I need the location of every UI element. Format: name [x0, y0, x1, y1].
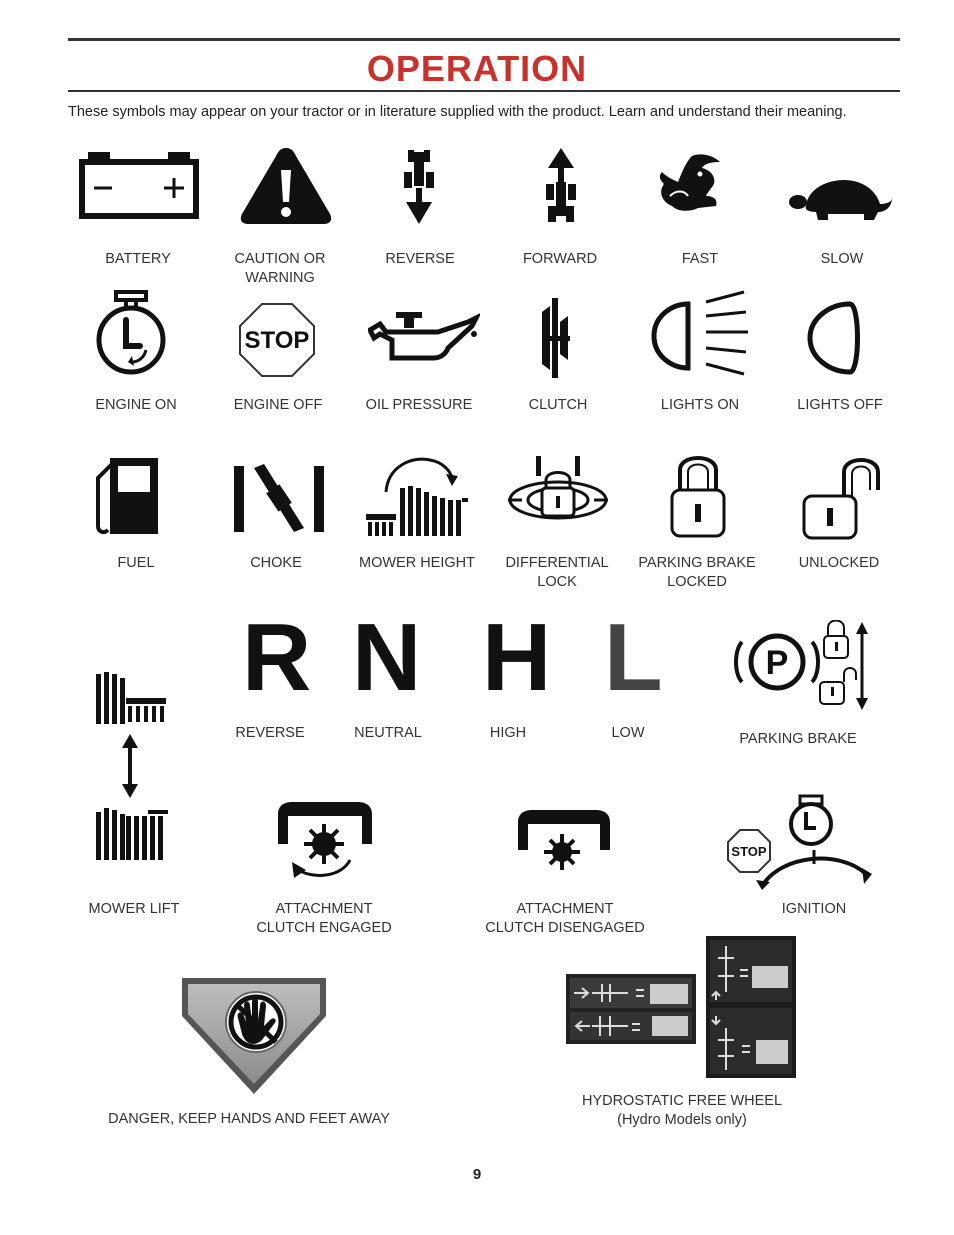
- label-hydro-line1: HYDROSTATIC FREE WHEEL: [581, 1093, 783, 1109]
- top-rule-thick: [68, 38, 900, 41]
- page-number: 9: [472, 1166, 482, 1183]
- label-diff-line1: DIFFERENTIAL: [505, 555, 609, 571]
- label-att-eng-line1: ATTACHMENT: [275, 901, 373, 917]
- gear-high-letter: H: [482, 604, 552, 711]
- mower-lift-icon: [92, 664, 172, 868]
- intro-text: These symbols may appear on your tractor or in literature supplied with the product. Learn and understand their meaning.: [68, 104, 847, 120]
- ignition-icon: [722, 794, 874, 890]
- attachment-clutch-engaged-icon: [274, 800, 378, 884]
- danger-hand-icon: [180, 976, 328, 1096]
- label-clutch: CLUTCH: [528, 397, 588, 413]
- label-gear-high: HIGH: [489, 725, 527, 741]
- label-battery: BATTERY: [105, 251, 171, 267]
- label-ignition: IGNITION: [781, 901, 847, 917]
- lights-off-icon: [806, 300, 864, 376]
- label-caution: [220, 250, 340, 288]
- reverse-icon: [398, 148, 440, 226]
- label-lights-on: LIGHTS ON: [660, 397, 740, 413]
- parking-brake-icon: [732, 620, 876, 712]
- label-mower-height: MOWER HEIGHT: [359, 555, 475, 571]
- engine-on-icon: [86, 290, 176, 376]
- label-hydrostatic: [560, 1092, 804, 1130]
- label-reverse: REVERSE: [385, 251, 455, 267]
- label-att-dis-line2: CLUTCH DISENGAGED: [485, 920, 645, 936]
- label-gear-reverse: REVERSE: [235, 725, 305, 741]
- label-engine-off: ENGINE OFF: [233, 397, 323, 413]
- label-attachment-clutch-engaged: [242, 900, 406, 938]
- attachment-clutch-disengaged-icon: [514, 808, 614, 872]
- engine-off-stop-text: STOP: [244, 327, 310, 354]
- parking-p-letter: P: [765, 644, 789, 682]
- label-attachment-clutch-disengaged: [470, 900, 660, 938]
- clutch-icon: [536, 296, 576, 380]
- gear-neutral-letter: N: [352, 604, 422, 711]
- top-rule-thin: [68, 90, 900, 92]
- slow-turtle-icon: [788, 176, 894, 224]
- label-gear-neutral: NEUTRAL: [354, 725, 422, 741]
- label-choke: CHOKE: [250, 555, 302, 571]
- choke-icon: [232, 462, 326, 534]
- mower-height-icon: [362, 452, 472, 538]
- lights-on-icon: [648, 288, 752, 382]
- label-oil-pressure: OIL PRESSURE: [365, 397, 473, 413]
- unlocked-icon: [800, 452, 884, 542]
- page-title: OPERATION: [366, 48, 588, 89]
- fast-rabbit-icon: [650, 152, 740, 216]
- fuel-icon: [92, 456, 162, 536]
- label-fuel: FUEL: [117, 555, 155, 571]
- label-caution-line2: WARNING: [245, 270, 315, 286]
- label-unlocked: UNLOCKED: [798, 555, 880, 571]
- label-caution-line1: CAUTION OR: [234, 251, 326, 267]
- label-diff-line2: LOCK: [537, 574, 577, 590]
- hydrostatic-free-wheel-icon: [566, 936, 798, 1080]
- label-hydro-line2: (Hydro Models only): [617, 1112, 747, 1128]
- label-att-eng-line2: CLUTCH ENGAGED: [256, 920, 392, 936]
- label-mower-lift: MOWER LIFT: [88, 901, 180, 917]
- label-slow: SLOW: [820, 251, 864, 267]
- label-differential-lock: [496, 554, 618, 592]
- label-parking-brake: PARKING BRAKE: [739, 731, 857, 747]
- caution-warning-icon: [238, 144, 334, 226]
- battery-icon: [78, 148, 200, 220]
- label-fast: FAST: [681, 251, 719, 267]
- forward-icon: [540, 146, 582, 226]
- gear-reverse-letter: R: [242, 604, 312, 711]
- engine-off-stop-icon: [238, 302, 316, 378]
- label-gear-low: LOW: [611, 725, 645, 741]
- label-att-dis-line1: ATTACHMENT: [516, 901, 614, 917]
- label-lights-off: LIGHTS OFF: [797, 397, 883, 413]
- label-engine-on: ENGINE ON: [95, 397, 177, 413]
- oil-pressure-icon: [368, 310, 480, 366]
- label-forward: FORWARD: [522, 251, 598, 267]
- gear-low-letter: L: [604, 604, 663, 711]
- ignition-stop-text: STOP: [731, 844, 767, 859]
- label-park-line1: PARKING BRAKE: [638, 555, 756, 571]
- label-parking-brake-locked: [630, 554, 764, 592]
- label-park-line2: LOCKED: [667, 574, 727, 590]
- label-danger: DANGER, KEEP HANDS AND FEET AWAY: [108, 1111, 390, 1127]
- parking-brake-locked-icon: [668, 450, 728, 540]
- differential-lock-icon: [506, 452, 610, 536]
